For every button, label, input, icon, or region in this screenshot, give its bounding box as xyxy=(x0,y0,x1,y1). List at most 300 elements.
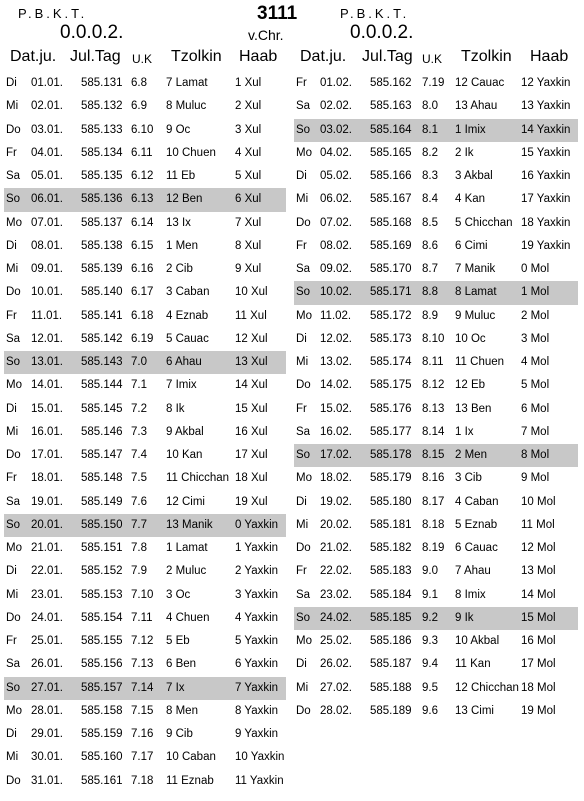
haab-cell: 13 Yaxkin xyxy=(521,100,571,113)
date-cell: 17.02. xyxy=(320,449,352,461)
date-cell: 21.01. xyxy=(31,542,63,554)
jul-day-cell: 585.179 xyxy=(370,472,412,485)
uk-cell: 6.13 xyxy=(131,193,154,206)
weekday-cell: Mi xyxy=(6,100,19,113)
haab-cell: 4 Xul xyxy=(235,146,262,159)
tzolkin-cell: 10 Akbal xyxy=(455,635,500,647)
date-cell: 08.01. xyxy=(31,239,63,252)
haab-cell: 9 Yaxkin xyxy=(235,728,279,740)
weekday-cell: Mo xyxy=(6,542,22,554)
date-cell: 01.01. xyxy=(31,77,63,89)
tzolkin-cell: 5 Eznab xyxy=(455,518,498,531)
uk-cell: 7.0 xyxy=(131,356,147,368)
uk-cell: 8.12 xyxy=(422,379,445,392)
weekday-cell: So xyxy=(6,518,21,531)
february-table-header xyxy=(294,48,578,72)
jul-day-cell: 585.142 xyxy=(81,332,123,345)
tzolkin-cell: 10 Oc xyxy=(455,332,486,345)
weekday-cell: Sa xyxy=(6,332,21,345)
tzolkin-cell: 4 Kan xyxy=(455,193,486,206)
tzolkin-cell: 2 Ik xyxy=(455,146,474,159)
table-row xyxy=(4,72,286,95)
table-row xyxy=(294,700,578,723)
january-table-header xyxy=(4,48,286,72)
uk-cell: 6.12 xyxy=(131,170,154,182)
date-cell: 24.02. xyxy=(320,611,352,624)
weekday-cell: Di xyxy=(6,565,17,578)
uk-cell: 7.14 xyxy=(131,681,154,694)
haab-cell: 3 Yaxkin xyxy=(235,588,279,601)
table-row xyxy=(294,560,578,583)
haab-cell: 1 Yaxkin xyxy=(235,542,279,554)
tzolkin-cell: 6 Ben xyxy=(166,658,197,671)
table-row xyxy=(294,95,578,118)
tzolkin-cell: 7 Imix xyxy=(166,379,197,392)
weekday-cell: Sa xyxy=(296,100,311,113)
weekday-cell: Mo xyxy=(296,635,312,647)
jul-day-cell: 585.184 xyxy=(370,588,412,601)
uk-cell: 8.7 xyxy=(422,263,438,275)
table-row xyxy=(294,444,578,467)
table-row xyxy=(294,142,578,165)
jul-day-cell: 585.150 xyxy=(81,518,123,531)
table-row xyxy=(4,142,286,165)
date-cell: 02.01. xyxy=(31,100,63,113)
jul-day-cell: 585.147 xyxy=(81,449,123,461)
col-header-jul-day: Jul.Tag xyxy=(362,48,413,65)
date-cell: 22.02. xyxy=(320,565,352,578)
uk-cell: 7.19 xyxy=(422,77,445,89)
weekday-cell: Do xyxy=(6,449,21,461)
table-row xyxy=(4,351,286,374)
tzolkin-cell: 8 Lamat xyxy=(455,286,497,299)
date-cell: 27.02. xyxy=(320,681,352,694)
jul-day-cell: 585.145 xyxy=(81,402,123,415)
weekday-cell: Di xyxy=(296,658,307,671)
haab-cell: 0 Yaxkin xyxy=(235,518,279,531)
jul-day-cell: 585.132 xyxy=(81,100,123,113)
weekday-cell: Do xyxy=(6,286,21,299)
jul-day-cell: 585.140 xyxy=(81,286,123,299)
tzolkin-cell: 5 Cauac xyxy=(166,332,209,345)
date-cell: 07.01. xyxy=(31,216,63,229)
weekday-cell: Do xyxy=(296,216,311,229)
date-cell: 10.02. xyxy=(320,286,352,299)
tzolkin-cell: 3 Akbal xyxy=(455,170,493,182)
haab-cell: 6 Yaxkin xyxy=(235,658,279,671)
jul-day-cell: 585.172 xyxy=(370,309,412,322)
tzolkin-cell: 4 Eznab xyxy=(166,309,209,322)
tzolkin-cell: 10 Chuen xyxy=(166,146,216,159)
jul-day-cell: 585.167 xyxy=(370,193,412,206)
table-row xyxy=(4,328,286,351)
weekday-cell: Mo xyxy=(296,472,312,485)
weekday-cell: Mi xyxy=(296,193,309,206)
jul-day-cell: 585.183 xyxy=(370,565,412,578)
table-row xyxy=(4,212,286,235)
uk-cell: 8.10 xyxy=(422,332,445,345)
uk-cell: 9.1 xyxy=(422,588,438,601)
weekday-cell: So xyxy=(6,356,21,368)
table-row xyxy=(4,235,286,258)
tzolkin-cell: 1 Men xyxy=(166,239,198,252)
haab-cell: 17 Yaxkin xyxy=(521,193,571,206)
col-header-uk: U.K xyxy=(422,52,443,66)
jul-day-cell: 585.146 xyxy=(81,425,123,438)
tzolkin-cell: 12 Cauac xyxy=(455,77,505,89)
jul-day-cell: 585.133 xyxy=(81,123,123,136)
jul-day-cell: 585.161 xyxy=(81,774,123,787)
date-cell: 17.01. xyxy=(31,449,63,461)
weekday-cell: Mi xyxy=(6,751,19,764)
date-cell: 15.02. xyxy=(320,402,352,415)
weekday-cell: Di xyxy=(296,495,307,508)
tzolkin-cell: 3 Oc xyxy=(166,588,191,601)
tzolkin-cell: 6 Cimi xyxy=(455,239,488,252)
tzolkin-cell: 9 Cib xyxy=(166,728,193,740)
uk-cell: 7.13 xyxy=(131,658,154,671)
uk-cell: 7.5 xyxy=(131,472,147,485)
haab-cell: 1 Mol xyxy=(521,286,550,299)
date-cell: 20.02. xyxy=(320,518,352,531)
weekday-cell: Fr xyxy=(6,309,17,322)
date-cell: 15.01. xyxy=(31,402,63,415)
jul-day-cell: 585.189 xyxy=(370,704,412,717)
jul-day-cell: 585.144 xyxy=(81,379,123,392)
uk-cell: 8.6 xyxy=(422,239,438,252)
date-cell: 05.02. xyxy=(320,170,352,182)
tzolkin-cell: 6 Ahau xyxy=(166,356,202,368)
jul-day-cell: 585.160 xyxy=(81,751,123,764)
table-row xyxy=(294,188,578,211)
haab-cell: 2 Mol xyxy=(521,309,550,322)
tzolkin-cell: 3 Caban xyxy=(166,286,210,299)
jul-day-cell: 585.143 xyxy=(81,356,123,368)
uk-cell: 7.15 xyxy=(131,704,154,717)
weekday-cell: Mo xyxy=(296,146,312,159)
date-cell: 10.01. xyxy=(31,286,63,299)
weekday-cell: Mo xyxy=(6,704,22,717)
weekday-cell: So xyxy=(296,286,311,299)
uk-cell: 7.18 xyxy=(131,774,154,787)
haab-cell: 7 Xul xyxy=(235,216,262,229)
table-row xyxy=(294,630,578,653)
haab-cell: 8 Mol xyxy=(521,449,550,461)
uk-cell: 9.4 xyxy=(422,658,438,671)
haab-cell: 4 Mol xyxy=(521,356,550,368)
uk-cell: 7.1 xyxy=(131,379,147,392)
uk-cell: 9.3 xyxy=(422,635,438,647)
date-cell: 09.01. xyxy=(31,263,63,275)
haab-cell: 18 Xul xyxy=(235,472,268,485)
uk-cell: 8.4 xyxy=(422,193,438,206)
jul-day-cell: 585.188 xyxy=(370,681,412,694)
weekday-cell: Sa xyxy=(6,495,21,508)
uk-cell: 7.10 xyxy=(131,588,154,601)
table-row xyxy=(294,421,578,444)
weekday-cell: Fr xyxy=(6,472,17,485)
jul-day-cell: 585.169 xyxy=(370,239,412,252)
tzolkin-cell: 4 Caban xyxy=(455,495,499,508)
haab-cell: 14 Xul xyxy=(235,379,268,392)
haab-cell: 16 Xul xyxy=(235,425,268,438)
tzolkin-cell: 12 Chicchan xyxy=(455,681,519,694)
haab-cell: 6 Xul xyxy=(235,193,262,206)
weekday-cell: So xyxy=(296,123,311,136)
uk-cell: 9.2 xyxy=(422,611,438,624)
table-row xyxy=(294,212,578,235)
jul-day-cell: 585.180 xyxy=(370,495,412,508)
uk-cell: 7.11 xyxy=(131,611,153,624)
jul-day-cell: 585.156 xyxy=(81,658,123,671)
jul-day-cell: 585.139 xyxy=(81,263,123,275)
date-cell: 06.02. xyxy=(320,193,352,206)
jul-day-cell: 585.181 xyxy=(370,518,412,531)
uk-cell: 9.5 xyxy=(422,681,438,694)
weekday-cell: Mi xyxy=(6,588,19,601)
weekday-cell: Di xyxy=(296,332,307,345)
haab-cell: 19 Yaxkin xyxy=(521,239,571,252)
table-row xyxy=(4,700,286,723)
jul-day-cell: 585.165 xyxy=(370,146,412,159)
table-row xyxy=(4,398,286,421)
weekday-cell: Do xyxy=(296,704,311,717)
jul-day-cell: 585.154 xyxy=(81,611,123,624)
col-header-haab: Haab xyxy=(530,48,569,65)
left-org-label: P.B.K.T. xyxy=(18,6,88,21)
col-header-jul-day: Jul.Tag xyxy=(70,48,121,65)
table-row xyxy=(4,630,286,653)
weekday-cell: Mo xyxy=(296,309,312,322)
date-cell: 09.02. xyxy=(320,263,352,275)
weekday-cell: Di xyxy=(6,402,17,415)
haab-cell: 15 Mol xyxy=(521,611,556,624)
haab-cell: 9 Mol xyxy=(521,472,550,485)
weekday-cell: Fr xyxy=(296,402,307,415)
table-row xyxy=(294,398,578,421)
weekday-cell: Fr xyxy=(296,239,307,252)
date-cell: 16.01. xyxy=(31,425,63,438)
date-cell: 02.02. xyxy=(320,100,352,113)
weekday-cell: Di xyxy=(296,170,307,182)
table-row xyxy=(4,491,286,514)
jul-day-cell: 585.171 xyxy=(370,286,412,299)
january-table xyxy=(4,48,286,793)
table-row xyxy=(4,95,286,118)
table-row xyxy=(4,258,286,281)
haab-cell: 3 Xul xyxy=(235,123,262,136)
date-cell: 19.02. xyxy=(320,495,352,508)
weekday-cell: Fr xyxy=(296,77,307,89)
uk-cell: 8.16 xyxy=(422,472,445,485)
weekday-cell: Di xyxy=(6,77,17,89)
date-cell: 13.01. xyxy=(31,356,63,368)
date-cell: 31.01. xyxy=(31,774,63,787)
uk-cell: 6.8 xyxy=(131,77,147,89)
col-header-tzolkin: Tzolkin xyxy=(171,48,222,65)
tzolkin-cell: 8 Imix xyxy=(455,588,486,601)
haab-cell: 2 Xul xyxy=(235,100,262,113)
uk-cell: 7.16 xyxy=(131,728,154,740)
date-cell: 13.02. xyxy=(320,356,352,368)
date-cell: 11.01. xyxy=(31,309,63,322)
table-row xyxy=(294,677,578,700)
table-row xyxy=(4,305,286,328)
jul-day-cell: 585.148 xyxy=(81,472,123,485)
table-row xyxy=(4,281,286,304)
date-cell: 03.01. xyxy=(31,123,63,136)
weekday-cell: Mi xyxy=(296,356,309,368)
uk-cell: 6.14 xyxy=(131,216,154,229)
weekday-cell: Mi xyxy=(6,425,19,438)
jul-day-cell: 585.186 xyxy=(370,635,412,647)
tzolkin-cell: 2 Cib xyxy=(166,263,193,275)
table-row xyxy=(4,467,286,490)
haab-cell: 13 Xul xyxy=(235,356,268,368)
jul-day-cell: 585.175 xyxy=(370,379,412,392)
tzolkin-cell: 12 Ben xyxy=(166,193,203,206)
weekday-cell: Sa xyxy=(296,425,311,438)
table-row xyxy=(4,119,286,142)
jul-day-cell: 585.152 xyxy=(81,565,123,578)
february-table xyxy=(294,48,578,723)
table-row xyxy=(4,444,286,467)
tzolkin-cell: 12 Eb xyxy=(455,379,486,392)
jul-day-cell: 585.174 xyxy=(370,356,412,368)
date-cell: 07.02. xyxy=(320,216,352,229)
weekday-cell: Fr xyxy=(6,146,17,159)
tzolkin-cell: 11 Chicchan xyxy=(166,472,230,485)
haab-cell: 14 Mol xyxy=(521,588,556,601)
table-row xyxy=(294,119,578,142)
date-cell: 16.02. xyxy=(320,425,352,438)
date-cell: 11.02. xyxy=(320,309,352,322)
date-cell: 28.01. xyxy=(31,704,63,717)
weekday-cell: Mi xyxy=(6,263,19,275)
table-row xyxy=(4,584,286,607)
haab-cell: 10 Mol xyxy=(521,495,556,508)
jul-day-cell: 585.134 xyxy=(81,146,123,159)
table-row xyxy=(4,165,286,188)
tzolkin-cell: 2 Muluc xyxy=(166,565,207,578)
weekday-cell: Sa xyxy=(296,588,311,601)
uk-cell: 8.18 xyxy=(422,518,445,531)
tzolkin-cell: 5 Chicchan xyxy=(455,216,513,229)
uk-cell: 8.13 xyxy=(422,402,445,415)
uk-cell: 7.8 xyxy=(131,542,147,554)
weekday-cell: Mo xyxy=(6,379,22,392)
haab-cell: 17 Xul xyxy=(235,449,268,461)
haab-cell: 14 Yaxkin xyxy=(521,123,571,136)
date-cell: 01.02. xyxy=(320,77,352,89)
jul-day-cell: 585.136 xyxy=(81,193,123,206)
jul-day-cell: 585.182 xyxy=(370,542,412,554)
table-row xyxy=(294,467,578,490)
tzolkin-cell: 5 Eb xyxy=(166,635,190,647)
tzolkin-cell: 1 Imix xyxy=(455,123,486,136)
haab-cell: 7 Mol xyxy=(521,425,550,438)
tzolkin-cell: 10 Kan xyxy=(166,449,203,461)
table-row xyxy=(4,514,286,537)
uk-cell: 8.8 xyxy=(422,286,438,299)
jul-day-cell: 585.177 xyxy=(370,425,412,438)
col-header-haab: Haab xyxy=(239,48,278,65)
table-row xyxy=(294,653,578,676)
left-version-label: 0.0.0.2. xyxy=(60,22,124,43)
uk-cell: 6.10 xyxy=(131,123,154,136)
haab-cell: 4 Yaxkin xyxy=(235,611,279,624)
jul-day-cell: 585.138 xyxy=(81,239,123,252)
weekday-cell: So xyxy=(296,611,311,624)
tzolkin-cell: 10 Caban xyxy=(166,751,216,764)
uk-cell: 9.6 xyxy=(422,704,438,717)
jul-day-cell: 585.157 xyxy=(81,681,123,694)
jul-day-cell: 585.170 xyxy=(370,263,412,275)
uk-cell: 7.3 xyxy=(131,425,147,438)
weekday-cell: Fr xyxy=(296,565,307,578)
haab-cell: 10 Yaxkin xyxy=(235,751,285,764)
col-header-date: Dat.ju. xyxy=(10,48,57,65)
right-org-label: P.B.K.T. xyxy=(340,6,410,21)
table-row xyxy=(294,607,578,630)
weekday-cell: Do xyxy=(296,542,311,554)
date-cell: 25.01. xyxy=(31,635,63,647)
uk-cell: 6.16 xyxy=(131,263,154,275)
table-row xyxy=(294,351,578,374)
haab-cell: 15 Yaxkin xyxy=(521,146,571,159)
table-row xyxy=(4,421,286,444)
tzolkin-cell: 7 Ahau xyxy=(455,565,491,578)
uk-cell: 7.7 xyxy=(131,518,147,531)
tzolkin-cell: 9 Muluc xyxy=(455,309,496,322)
uk-cell: 8.2 xyxy=(422,146,438,159)
right-version-label: 0.0.0.2. xyxy=(350,22,414,43)
date-cell: 23.02. xyxy=(320,588,352,601)
jul-day-cell: 585.164 xyxy=(370,123,412,136)
uk-cell: 7.12 xyxy=(131,635,154,647)
jul-day-cell: 585.155 xyxy=(81,635,123,647)
jul-day-cell: 585.135 xyxy=(81,170,123,182)
date-cell: 04.01. xyxy=(31,146,63,159)
weekday-cell: Di xyxy=(6,728,17,740)
date-cell: 26.02. xyxy=(320,658,352,671)
tzolkin-cell: 11 Chuen xyxy=(455,356,505,368)
haab-cell: 2 Yaxkin xyxy=(235,565,279,578)
uk-cell: 7.6 xyxy=(131,495,147,508)
weekday-cell: Do xyxy=(6,123,21,136)
date-cell: 25.02. xyxy=(320,635,352,647)
table-row xyxy=(294,258,578,281)
date-cell: 20.01. xyxy=(31,518,63,531)
tzolkin-cell: 8 Muluc xyxy=(166,100,207,113)
date-cell: 14.02. xyxy=(320,379,352,392)
jul-day-cell: 585.162 xyxy=(370,77,412,89)
weekday-cell: Di xyxy=(6,239,17,252)
tzolkin-cell: 11 Eznab xyxy=(166,774,214,787)
table-row xyxy=(4,374,286,397)
weekday-cell: So xyxy=(6,681,21,694)
table-row xyxy=(294,235,578,258)
jul-day-cell: 585.163 xyxy=(370,100,412,113)
weekday-cell: Sa xyxy=(6,170,21,182)
date-cell: 21.02. xyxy=(320,542,352,554)
uk-cell: 8.3 xyxy=(422,170,438,182)
table-row xyxy=(4,746,286,769)
tzolkin-cell: 11 Eb xyxy=(166,170,196,182)
table-row xyxy=(294,72,578,95)
haab-cell: 19 Xul xyxy=(235,495,268,508)
table-row xyxy=(4,723,286,746)
